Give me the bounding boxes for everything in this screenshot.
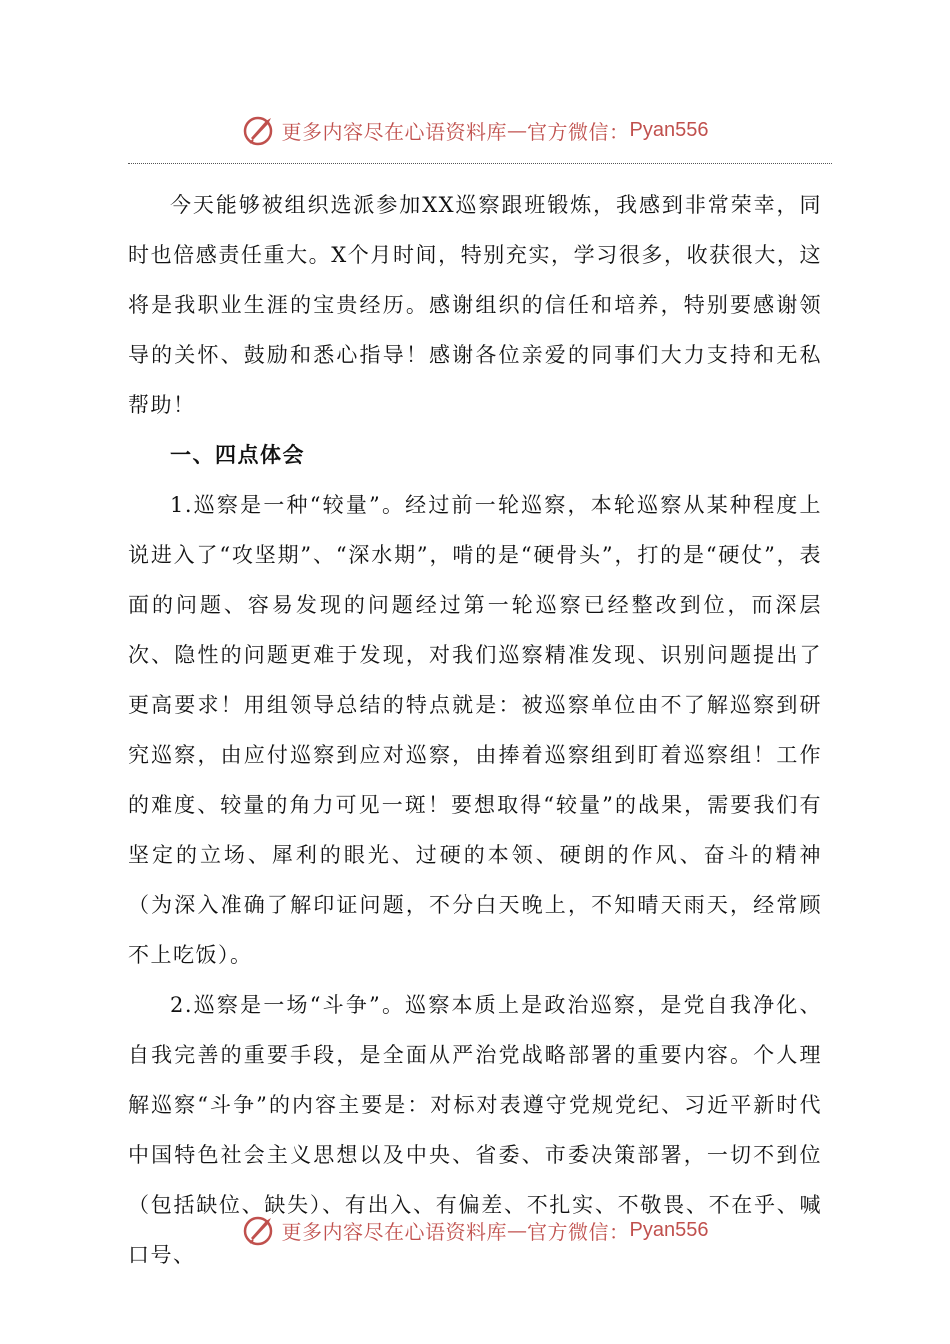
watermark-separator: — <box>507 118 528 142</box>
document-body <box>128 180 822 1280</box>
section-heading: 一、四点体会 <box>170 442 305 467</box>
watermark-account: Pyan556 <box>629 1218 709 1241</box>
watermark-brand: 更多内容尽在心语资料库 <box>281 119 508 144</box>
watermark-contact-label: 官方微信： <box>527 119 630 144</box>
watermark-account: Pyan556 <box>629 118 709 141</box>
footer-watermark <box>0 1208 950 1252</box>
pen-logo-icon <box>242 1212 278 1248</box>
pen-logo-icon <box>242 112 278 148</box>
header-watermark <box>0 108 950 152</box>
watermark-separator: — <box>507 1218 528 1242</box>
intro-paragraph: 今天能够被组织选派参加XX巡察跟班锻炼，我感到非常荣幸，同时也倍感责任重大。X个月时间，特别充实，学习很多，收获很大，这将是我职业生涯的宝贵经历。感谢组织的信任和培养，特别要感谢领导的关怀、鼓励和悉心指导！感谢各位亲爱的同事们大力支持和无私帮助！ <box>128 193 822 417</box>
point-2-paragraph: 2.巡察是一场“斗争”。巡察本质上是政治巡察，是党自我净化、自我完善的重要手段，是全面从严治党战略部署的重要内容。个人理解巡察“斗争”的内容主要是：对标对表遵守党规党纪、习近平新时代中国特色社会主义思想以及中央、省委、市委决策部署，一切不到位（包括缺位、缺失）、有出入、有偏差、不扎实、不敬畏、不在乎、喊口号、 <box>128 993 822 1267</box>
header-divider <box>128 163 832 164</box>
point-1-paragraph: 1.巡察是一种“较量”。经过前一轮巡察，本轮巡察从某种程度上说进入了“攻坚期”、“深水期”，啃的是“硬骨头”，打的是“硬仗”，表面的问题、容易发现的问题经过第一轮巡察已经整改到位，而深层次、隐性的问题更难于发现，对我们巡察精准发现、识别问题提出了更高要求！用组领导总结的特点就是：被巡察单位由不了解巡察到研究巡察，由应付巡察到应对巡察，由捧着巡察组到盯着巡察组！工作的难度、较量的角力可见一斑！要想取得“较量”的战果，需要我们有坚定的立场、犀利的眼光、过硬的本领、硬朗的作风、奋斗的精神（为深入准确了解印证问题，不分白天晚上，不知晴天雨天，经常顾不上吃饭）。 <box>128 493 822 967</box>
watermark-brand: 更多内容尽在心语资料库 <box>281 1219 508 1244</box>
watermark-contact-label: 官方微信： <box>527 1219 630 1244</box>
